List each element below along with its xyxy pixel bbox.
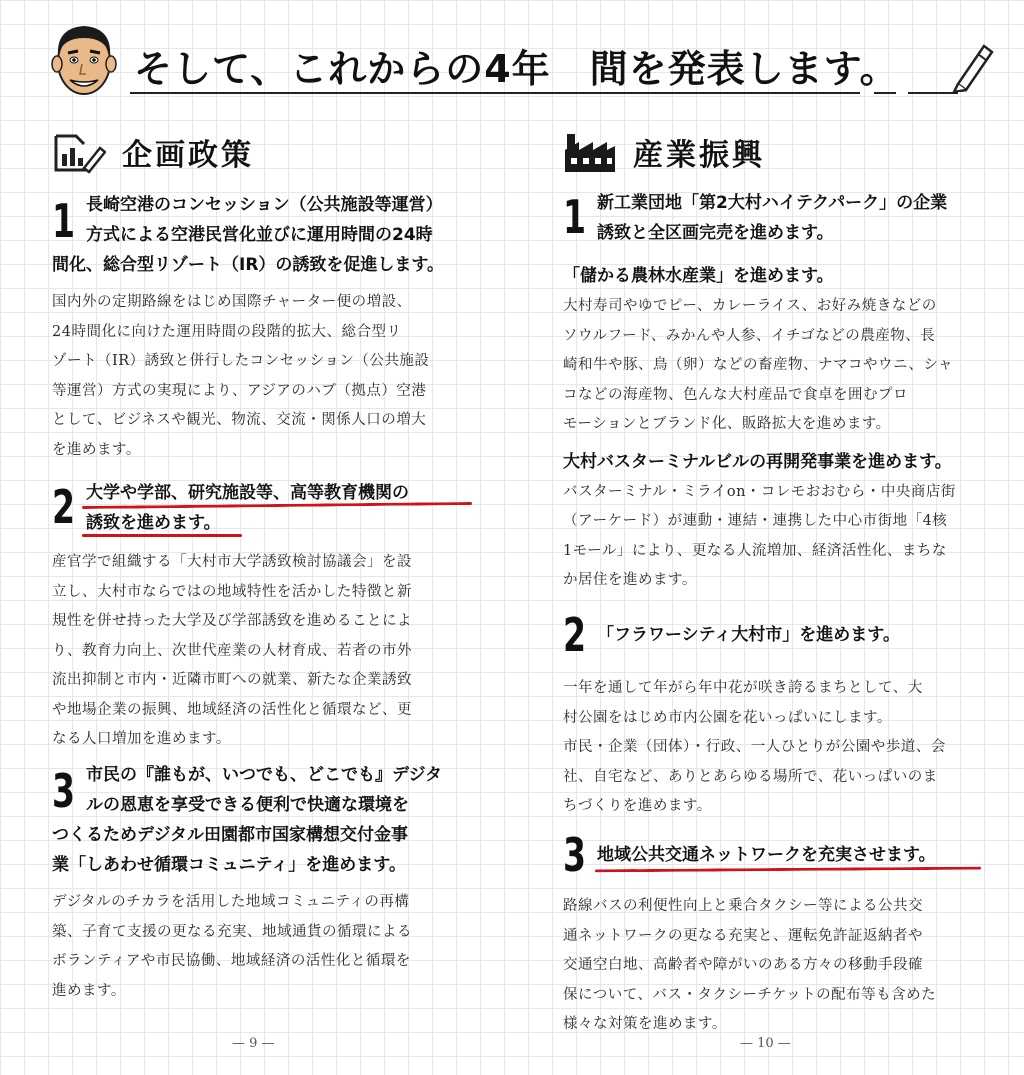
item-number: 3 [563,828,587,882]
item-heading-line: 誘致を進めます。 [86,513,221,533]
item-body-line: 崎和牛や豚、鳥（卵）などの畜産物、ナマコやウニ、シャ [563,357,954,373]
item-body-line: ちづくりを進めます。 [563,798,712,814]
policy-item-1 [52,190,482,465]
item-body-line: 24時間化に向けた運用時間の段階的拡大、総合型リ [52,323,402,340]
item-body-line: を進めます。 [52,441,141,458]
page-number-right: — 10 — [740,1036,791,1051]
item-body-line: デジタルのチカラを活用した地域コミュニティの再構 [52,894,410,910]
policy-item-1 [563,188,993,596]
item-body-line: 様々な対策を進めます。 [563,1016,727,1032]
item-body-line: ゾート（IR）誘致と併行したコンセッション（公共施設 [52,353,430,369]
item-body-line: 交通空白地、高齢者や障がいのある方々の移動手段確 [563,957,923,973]
item-body-line: ボランティアや市民協働、地域経済の活性化と循環を [52,953,411,969]
item-body-line: か居住を進めます。 [563,572,697,588]
sub-heading: 「儲かる農林水産業」を進めます。 [563,266,834,286]
title-underline [130,92,860,94]
left-column [52,120,482,999]
item-heading-line: 「フラワーシティ大村市」を進めます。 [597,625,900,645]
chart-pen-icon [52,130,106,174]
item-body-line: 産官学で組織する「大村市大学誘致検討協議会」を設 [52,554,412,570]
item-body-line: 規性を併せ持った大学及び学部誘致を進めることによ [52,613,412,629]
item-heading-line: 誘致と全区画完売を進めます。 [597,223,834,243]
item-heading-line: 長崎空港のコンセッション（公共施設等運営） [86,195,443,215]
item-body-line: モーションとブランド化、販路拡大を進めます。 [563,416,891,432]
item-body-line: 市民・企業（団体）・行政、一人ひとりが公園や歩道、会 [563,739,946,755]
item-body-line: 流出抑制と市内・近隣市町への就業、新たな企業誘致 [52,672,412,688]
item-heading-line: 市民の『誰もが、いつでも、どこでも』デジタ [86,765,442,785]
highlight-underline [82,534,242,537]
section-title: 企画政策 [122,138,254,173]
page-number-left: — 9 — [232,1036,275,1051]
item-body-line: コなどの海産物、色んな大村産品で食卓を囲むプロ [563,386,908,403]
title-dash [908,92,958,94]
item-body-line: 進めます。 [52,982,126,999]
item-body-line: 社、自宅など、ありとあらゆる場所で、花いっぱいのま [563,768,938,785]
item-heading-line: 新工業団地「第2大村ハイテクパーク」の企業 [597,193,948,213]
sub-heading: 大村バスターミナルビルの再開発事業を進めます。 [563,451,952,472]
item-body-line: 通ネットワークの更なる充実と、運転免許証返納者や [563,927,923,944]
item-body-line: 1モール」により、更なる人流増加、経済活性化、まちな [563,542,947,559]
right-column [563,120,993,1032]
item-body-line: 等運営）方式の実現により、アジアのハブ（拠点）空港 [52,382,427,399]
item-body-line: 保について、バス・タクシーチケットの配布等も含めた [563,986,937,1003]
item-number: 3 [52,764,76,818]
item-heading-line: ルの恩恵を享受できる便利で快適な環境を [86,795,409,815]
policy-item-3 [563,828,993,1040]
policy-item-2 [563,608,993,822]
policy-item-3 [52,760,482,1006]
pencil-icon [948,40,996,92]
factory-icon [563,130,617,174]
item-heading-line: 大学や学部、研究施設等、高等教育機関の [86,483,409,503]
item-body-line: （アーケード）が連動・連結・連携した中心市街地「4核 [563,513,948,529]
item-body-line: なる人口増加を進めます。 [52,731,231,747]
item-body-line: り、教育力向上、次世代産業の人材育成、若者の市外 [52,642,412,659]
item-body-line: ソウルフード、みかんや人参、イチゴなどの農産物、長 [563,327,936,344]
page-title: そして、これからの4年 間を発表します。 [134,47,899,91]
item-body-line: 村公園をはじめ市内公園を花いっぱいにします。 [563,709,892,726]
item-body-line: 立し、大村市ならではの地域特性を活かした特徴と新 [52,583,412,600]
item-body-line: として、ビジネスや観光、物流、交流・関係人口の増大 [52,412,427,428]
item-number: 1 [52,194,76,248]
item-heading-line: つくるためデジタル田園都市国家構想交付金事 [52,825,408,845]
item-heading-line: 間化、総合型リゾート（IR）の誘致を促進します。 [52,255,445,275]
avatar-illustration [48,20,120,100]
item-body-line: バスターミナル・ミライon・コレモおおむら・中央商店街 [563,483,956,500]
section-title: 産業振興 [633,138,765,173]
item-heading-line: 業「しあわせ循環コミュニティ」を進めます。 [52,855,406,875]
item-heading-line: 地域公共交通ネットワークを充実させます。 [597,845,936,865]
title-dash [874,92,896,94]
item-number: 1 [563,190,587,244]
section-heading-industry [563,120,993,178]
item-body-line: 築、子育て支援の更なる充実、地域通貨の循環による [52,923,412,940]
item-number: 2 [563,608,587,662]
policy-item-2 [52,478,482,755]
item-body-line: 国内外の定期路線をはじめ国際チャーター便の増設、 [52,294,412,310]
item-body-line: 路線バスの利便性向上と乗合タクシー等による公共交 [563,898,923,914]
item-body-line: や地場企業の振興、地域経済の活性化と循環など、更 [52,701,412,718]
item-body-line: 大村寿司やゆでピー、カレーライス、お好み焼きなどの [563,298,937,314]
item-number: 2 [52,480,76,534]
page-header [48,18,1008,108]
item-body-line: 一年を通して年がら年中花が咲き誇るまちとして、大 [563,680,923,696]
section-heading-planning [52,120,482,178]
item-heading-line: 方式による空港民営化並びに運用時間の24時 [86,225,433,245]
